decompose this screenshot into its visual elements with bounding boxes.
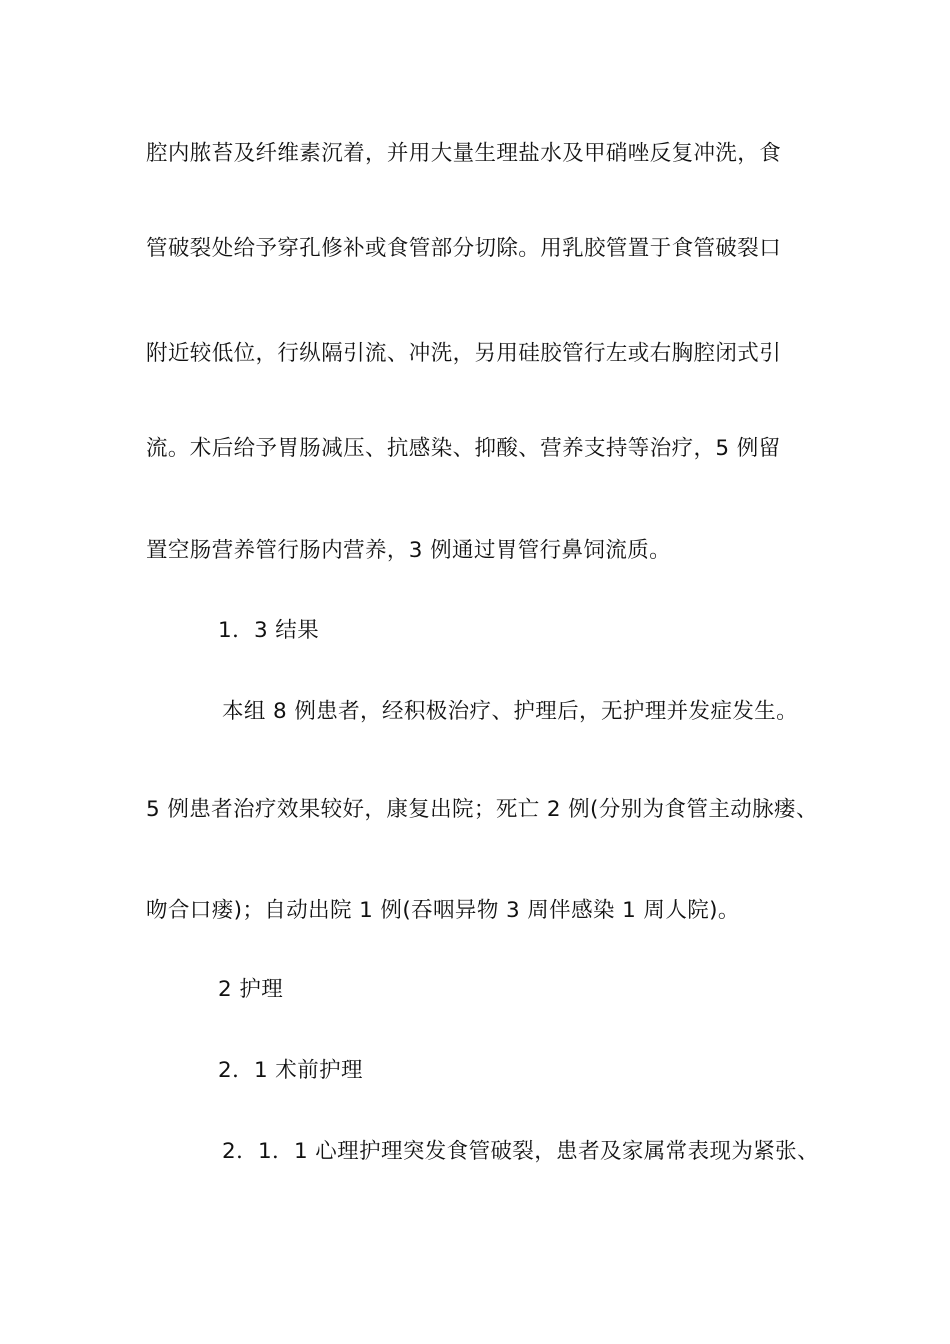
paragraph-line: 5 例患者治疗效果较好，康复出院；死亡 2 例(分别为食管主动脉瘘、 bbox=[146, 797, 818, 822]
paragraph-line: 本组 8 例患者，经积极治疗、护理后，无护理并发症发生。 bbox=[222, 699, 799, 724]
paragraph-line: 吻合口瘘)；自动出院 1 例(吞咽异物 3 周伴感染 1 周人院)。 bbox=[146, 898, 740, 923]
paragraph-line: 置空肠营养管行肠内营养，3 例通过胃管行鼻饲流质。 bbox=[146, 538, 672, 563]
section-heading: 1．3 结果 bbox=[218, 618, 320, 643]
paragraph-line: 流。术后给予胃肠减压、抗感染、抑酸、营养支持等治疗，5 例留 bbox=[146, 436, 781, 461]
section-heading: 2．1 术前护理 bbox=[218, 1058, 363, 1083]
paragraph-line: 管破裂处给予穿孔修补或食管部分切除。用乳胶管置于食管破裂口 bbox=[146, 236, 782, 261]
paragraph-line: 腔内脓苔及纤维素沉着，并用大量生理盐水及甲硝唑反复冲洗，食 bbox=[146, 141, 782, 166]
section-heading: 2 护理 bbox=[218, 977, 284, 1002]
paragraph-line: 2．1．1 心理护理突发食管破裂，患者及家属常表现为紧张、 bbox=[222, 1139, 819, 1164]
paragraph-line: 附近较低位，行纵隔引流、冲洗，另用硅胶管行左或右胸腔闭式引 bbox=[146, 341, 782, 366]
